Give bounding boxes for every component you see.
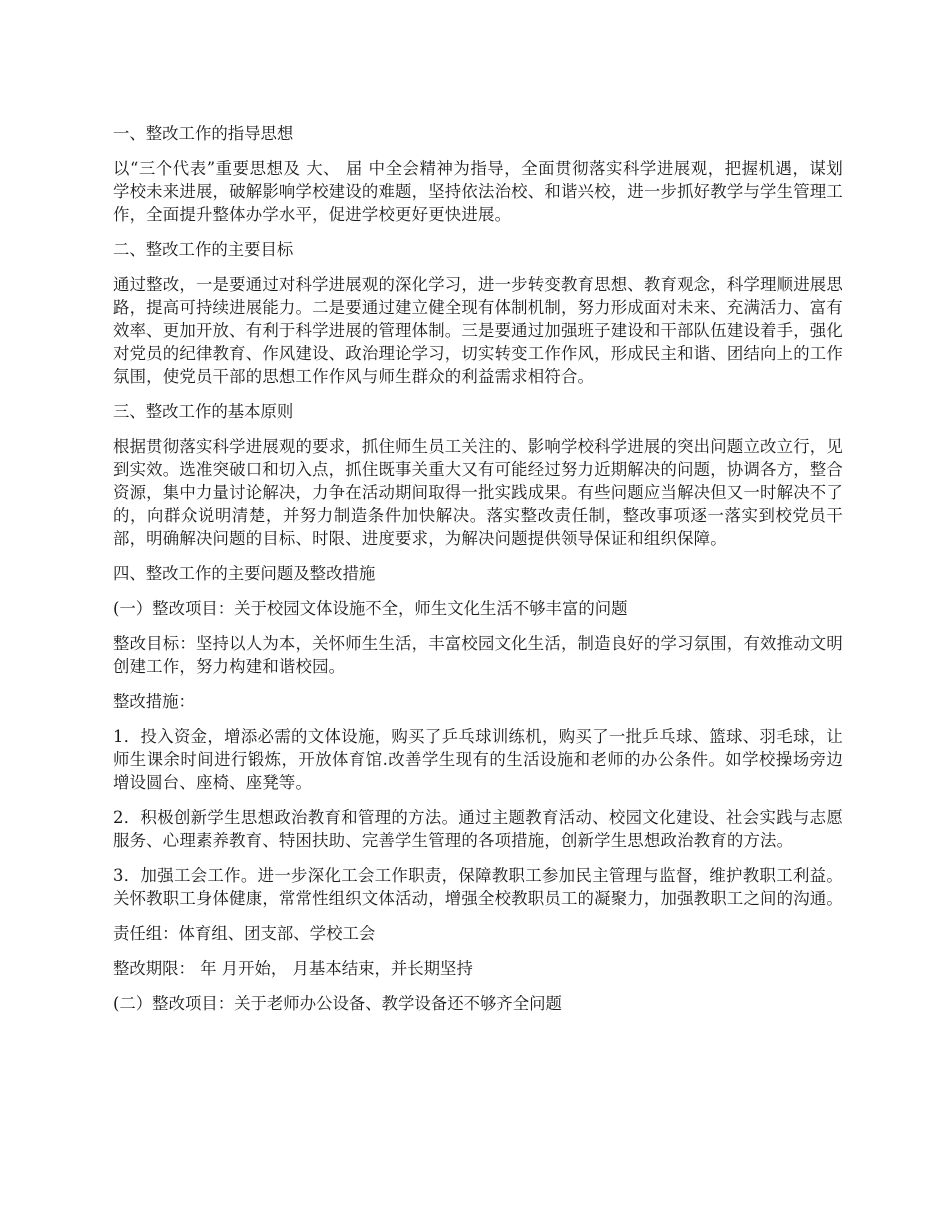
paragraph-guiding-ideology: 以“三个代表”重要思想及 大、 届 中全会精神为指导，全面贯彻落实科学进展观，把握机遇，谋划学校未来进展，破解影响学校建设的难题，坚持依法治校、和谐兴校，进一步抓好教学与学生管理工作，全面提升整体办学水平，促进学校更好更快进展。 bbox=[113, 159, 843, 224]
section-heading-basic-principles: 三、整改工作的基本原则 bbox=[113, 402, 294, 421]
responsible-groups: 责任组：体育组、团支部、学校工会 bbox=[113, 924, 376, 943]
paragraph-main-goals: 通过整改，一是要通过对科学进展观的深化学习，进一步转变教育思想、教育观念，科学理顺进展思路，提高可持续进展能力。二是要通过建立健全现有体制机制，努力形成面对未来、充满活力、富有效率、更加开放、有利于科学进展的管理体制。三是要通过加强班子建设和干部队伍建设着手，强化对党员的纪律教育、作风建设、政治理论学习，切实转变工作作风，形成民主和谐、团结向上的工作氛围，使党员干部的思想工作作风与师生群众的利益需求相符合。 bbox=[113, 275, 843, 386]
section-heading-guiding-ideology: 一、整改工作的指导思想 bbox=[113, 124, 294, 143]
section-heading-main-goals: 二、整改工作的主要目标 bbox=[113, 240, 294, 259]
rectification-period: 整改期限： 年 月开始， 月基本结束，并长期坚持 bbox=[113, 959, 473, 978]
item-heading-project-1: (一）整改项目：关于校园文体设施不全，师生文化生活不够丰富的问题 bbox=[113, 599, 628, 618]
measure-item-2: 2．积极创新学生思想政治教育和管理的方法。通过主题教育活动、校园文化建设、社会实践与志愿服务、心理素养教育、特困扶助、完善学生管理的各项措施，创新学生思想政治教育的方法。 bbox=[113, 808, 843, 850]
measure-item-1: 1．投入资金，增添必需的文体设施，购买了乒乓球训练机，购买了一批乒乓球、篮球、羽毛球，让师生课余时间进行锻炼，开放体育馆.改善学生现有的生活设施和老师的办公条件。如学校操场旁边增设圆台、座椅、座凳等。 bbox=[113, 727, 843, 792]
measures-label: 整改措施： bbox=[113, 692, 195, 711]
section-heading-problems-measures: 四、整改工作的主要问题及整改措施 bbox=[113, 564, 376, 583]
item-heading-project-2: (二）整改项目：关于老师办公设备、教学设备还不够齐全问题 bbox=[113, 994, 562, 1013]
measure-item-3: 3．加强工会工作。进一步深化工会工作职责，保障教职工参加民主管理与监督，维护教职工利益。关怀教职工身体健康，常常性组织文体活动，增强全校教职员工的凝聚力，加强教职工之间的沟通。 bbox=[113, 866, 843, 908]
document-page bbox=[113, 122, 843, 1027]
paragraph-basic-principles: 根据贯彻落实科学进展观的要求，抓住师生员工关注的、影响学校科学进展的突出问题立改立行，见到实效。选准突破口和切入点，抓住既事关重大又有可能经过努力近期解决的问题，协调各方，整合资源，集中力量讨论解决，力争在活动期间取得一批实践成果。有些问题应当解决但又一时解决不了的，向群众说明清楚，并努力制造条件加快解决。落实整改责任制，整改事项逐一落实到校党员干部，明确解决问题的目标、时限、进度要求，为解决问题提供领导保证和组织保障。 bbox=[113, 437, 843, 548]
paragraph-goal-project-1: 整改目标：坚持以人为本，关怀师生生活，丰富校园文化生活，制造良好的学习氛围，有效推动文明创建工作，努力构建和谐校园。 bbox=[113, 634, 843, 676]
